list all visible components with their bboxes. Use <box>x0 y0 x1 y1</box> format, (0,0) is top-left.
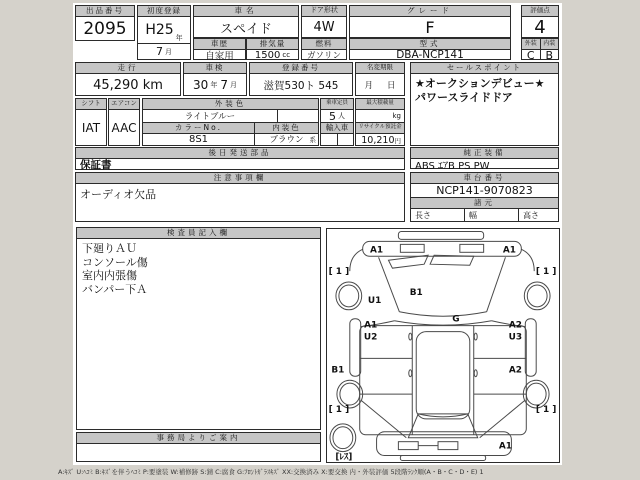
displacement-box <box>246 38 299 60</box>
damage-label: U3 <box>508 332 523 343</box>
exterior-color-label: 外装色 <box>143 99 318 110</box>
recycle-unit: 円 <box>394 136 401 145</box>
license-plate-right <box>438 442 458 450</box>
damage-label: A2 <box>508 365 522 376</box>
grade-label: グレード <box>350 6 510 17</box>
model-code-label: 型式 <box>350 39 510 50</box>
score-value: 4 <box>534 17 546 38</box>
headlight-left <box>400 244 424 252</box>
door-handle <box>474 370 477 377</box>
equipment-label: 純正装備 <box>411 148 558 159</box>
displacement-label: 排気量 <box>247 39 298 50</box>
height-label: 高さ <box>518 209 558 222</box>
tire-grade-label: [ 1 ] <box>328 404 350 415</box>
inspection-label: 車検 <box>184 63 246 74</box>
name-change-day-unit: 日 <box>387 81 396 91</box>
tire-grade-label: [ 1 ] <box>535 404 557 415</box>
wheel-front-left <box>336 282 362 310</box>
name-change-month-unit: 月 <box>364 81 373 91</box>
history-label: 車歴 <box>194 39 245 50</box>
damage-label: G <box>452 314 460 325</box>
color-no-value: 8S1 <box>188 133 209 145</box>
interior-grade-label: 内装 <box>541 39 559 50</box>
mileage-box <box>75 62 181 96</box>
inspector-note-line: バンパー下Ａ <box>82 282 148 296</box>
inspector-note-line: 室内内張傷 <box>82 269 137 282</box>
aircon-value: AAC <box>111 121 137 135</box>
history-box <box>193 38 246 60</box>
registration-number-box <box>249 62 353 96</box>
damage-label: A1 <box>370 245 384 256</box>
shift-box <box>75 98 107 146</box>
front-bumper-strip <box>398 231 483 239</box>
wheel-rear-left <box>337 380 363 408</box>
car-diagram <box>327 229 559 462</box>
first-registration-label: 初度登録 <box>138 6 190 17</box>
windshield-base <box>394 321 491 325</box>
first-registration-year: H25 <box>145 22 174 38</box>
lot-number-box <box>75 5 135 41</box>
damage-code-legend: A:ｷｽﾞ U:ﾍｺﾐ B:ｷｽﾞを伴うﾍｺﾐ P:要塗装 W:補修跡 S:錆 C:腐食 G:ﾌﾛﾝﾄｶﾞﾗｽｷｽﾞ XX:交換済み X:要交換 内・外装評価 5段階ﾗﾝｸ順(A・B・C・D・E) 1 <box>58 468 484 476</box>
max-load-label: 最大積載量 <box>356 99 404 110</box>
damage-label: U1 <box>367 295 382 306</box>
capacity-box <box>320 98 354 146</box>
shift-label: シフト <box>76 99 106 110</box>
spare-tire <box>330 424 356 452</box>
damage-label: A1 <box>364 320 378 331</box>
rocker-panel-right <box>525 319 536 377</box>
first-registration-box <box>137 5 191 60</box>
spare-tire-inner <box>333 427 353 449</box>
exterior-grade-label: 外装 <box>522 39 540 50</box>
color-block <box>142 98 319 146</box>
grade-box <box>349 5 511 38</box>
rear-bumper-cover <box>377 432 512 456</box>
shift-value: IAT <box>81 121 101 135</box>
recycle-value: 10,210 <box>361 134 395 146</box>
body-edge-left <box>350 249 363 271</box>
damage-label: B1 <box>331 365 345 376</box>
office-info-box <box>76 432 321 462</box>
damage-label: B1 <box>409 287 423 298</box>
inspection-month-unit: 月 <box>229 81 237 89</box>
fuel-value: ガソリン <box>306 51 341 60</box>
exterior-grade-value: C <box>526 50 535 60</box>
capacity-label: 乗車定員 <box>321 99 353 110</box>
model-code-value: DBA-NCP141 <box>396 50 464 60</box>
door-handle <box>474 333 477 340</box>
length-label: 長さ <box>415 211 431 220</box>
headlight-right <box>460 244 484 252</box>
later-parts-box <box>75 147 405 170</box>
history-value: 自家用 <box>205 51 234 60</box>
lot-number-label: 出品番号 <box>76 6 134 17</box>
aircon-label: エアコン <box>109 99 139 110</box>
door-shape-label: ドア形状 <box>302 6 346 17</box>
grade-value: F <box>425 18 435 37</box>
equipment-value: ABS ｴｱB PS PW <box>415 160 490 169</box>
max-load-box <box>355 98 405 146</box>
damage-label: U2 <box>363 332 378 343</box>
first-registration-year-unit: 年 <box>175 34 183 42</box>
inspector-note-line: コンソール傷 <box>82 255 148 269</box>
wheel-rear-left-inner <box>340 383 360 405</box>
exterior-color-value: ライトブルー <box>184 112 236 122</box>
lot-number-value: 2095 <box>83 19 127 39</box>
tire-grade-label: [ 1 ] <box>535 267 557 278</box>
door-handle <box>409 370 412 377</box>
capacity-value: 5 <box>329 110 336 123</box>
damage-diagram-box <box>326 228 560 463</box>
import-cell <box>337 134 354 146</box>
rear-hatch <box>408 414 477 438</box>
notes-box <box>75 172 405 222</box>
chassis-label: 車台番号 <box>411 173 558 184</box>
door-shape-value: 4W <box>313 20 335 35</box>
registration-number-value: 滋賀530ト 545 <box>263 79 339 92</box>
sales-point-line: パワースライドドア <box>415 91 513 104</box>
import-label: 輸入車 <box>321 123 353 134</box>
name-change-box <box>355 62 405 96</box>
mileage-label: 走行 <box>76 63 180 74</box>
equipment-box <box>410 147 559 169</box>
wheel-rear-right <box>523 380 549 408</box>
name-change-label: 名変期限 <box>356 63 404 74</box>
capacity-unit: 人 <box>338 112 345 120</box>
body-edge-right <box>521 249 534 271</box>
car-name-value: スペイド <box>219 22 272 37</box>
aircon-box <box>108 98 140 146</box>
exterior-color-extra-cell <box>277 110 318 122</box>
windshield-top <box>399 312 486 316</box>
car-name-label: 車名 <box>194 6 298 17</box>
color-no-label: カラーNo. <box>143 123 254 134</box>
later-parts-label: 後日発送部品 <box>76 148 404 159</box>
chassis-box <box>410 172 559 222</box>
spec-table-label: 諸元 <box>411 198 558 209</box>
fuel-box <box>301 38 347 60</box>
interior-color-value: ブラウン <box>269 135 304 145</box>
first-registration-month: 7 <box>156 45 163 58</box>
tire-grade-label: [ 1 ] <box>328 267 350 278</box>
hood-edge-right <box>487 257 506 312</box>
import-cell <box>321 134 337 146</box>
model-code-box <box>349 38 511 60</box>
wheel-rear-right-inner <box>526 383 546 405</box>
door-shape-box <box>301 5 347 38</box>
first-registration-month-unit: 月 <box>165 47 172 56</box>
sales-point-box <box>410 62 559 146</box>
score-label: 評価点 <box>522 6 558 17</box>
notes-label: 注意事項欄 <box>76 173 404 184</box>
inspector-notes-box <box>76 227 321 430</box>
interior-color-label: 内装色 <box>254 123 318 134</box>
spare-tire-label: [ﾚｽ] <box>335 452 353 462</box>
rear-bumper-strip <box>400 456 485 461</box>
door-lines <box>360 358 527 394</box>
hood-edge-left <box>379 257 400 312</box>
inspection-month: 7 <box>220 78 228 92</box>
wheel-front-right-inner <box>527 285 547 307</box>
inspector-note-line: 下廻りＡＵ <box>82 242 137 255</box>
roof-panel <box>416 332 470 419</box>
width-label: 幅 <box>464 209 518 222</box>
chassis-value: NCP141-9070823 <box>411 184 558 198</box>
car-name-box <box>193 5 299 38</box>
license-plate-left <box>398 442 418 450</box>
recycle-label: リサイクル預託金 <box>356 123 404 134</box>
notes-value: オーディオ欠品 <box>80 188 157 201</box>
ext-int-grade-box <box>521 38 559 60</box>
inspection-year: 30 <box>193 78 209 92</box>
damage-label: A2 <box>508 320 522 331</box>
registration-number-label: 登録番号 <box>250 63 352 74</box>
inspection-box <box>183 62 247 96</box>
max-load-unit: kg <box>356 110 404 123</box>
inspector-notes-label: 検査員記入欄 <box>77 228 320 239</box>
sales-point-label: セールスポイント <box>411 63 558 74</box>
damage-label: A1 <box>502 245 516 256</box>
wheel-front-right <box>524 282 550 310</box>
displacement-value: 1500 <box>254 50 281 60</box>
later-parts-value: 保証書 <box>80 159 112 170</box>
office-info-label: 事務局よりご案内 <box>77 433 320 444</box>
inspection-year-unit: 年 <box>210 81 218 89</box>
wiper-left <box>388 255 428 268</box>
rocker-panel-left <box>350 319 361 377</box>
interior-grade-value: B <box>545 50 554 60</box>
front-fascia <box>363 241 522 256</box>
fuel-label: 燃料 <box>302 39 346 50</box>
mileage-value: 45,290 km <box>93 77 163 93</box>
score-box <box>521 5 559 38</box>
sales-point-line: ★オークションデビュー★ <box>415 77 545 90</box>
damage-label: A1 <box>498 441 513 452</box>
displacement-unit: cc <box>282 51 291 59</box>
door-handle <box>409 333 412 340</box>
interior-color-suffix: 系 <box>309 136 316 144</box>
wheel-front-left-inner <box>339 285 359 307</box>
